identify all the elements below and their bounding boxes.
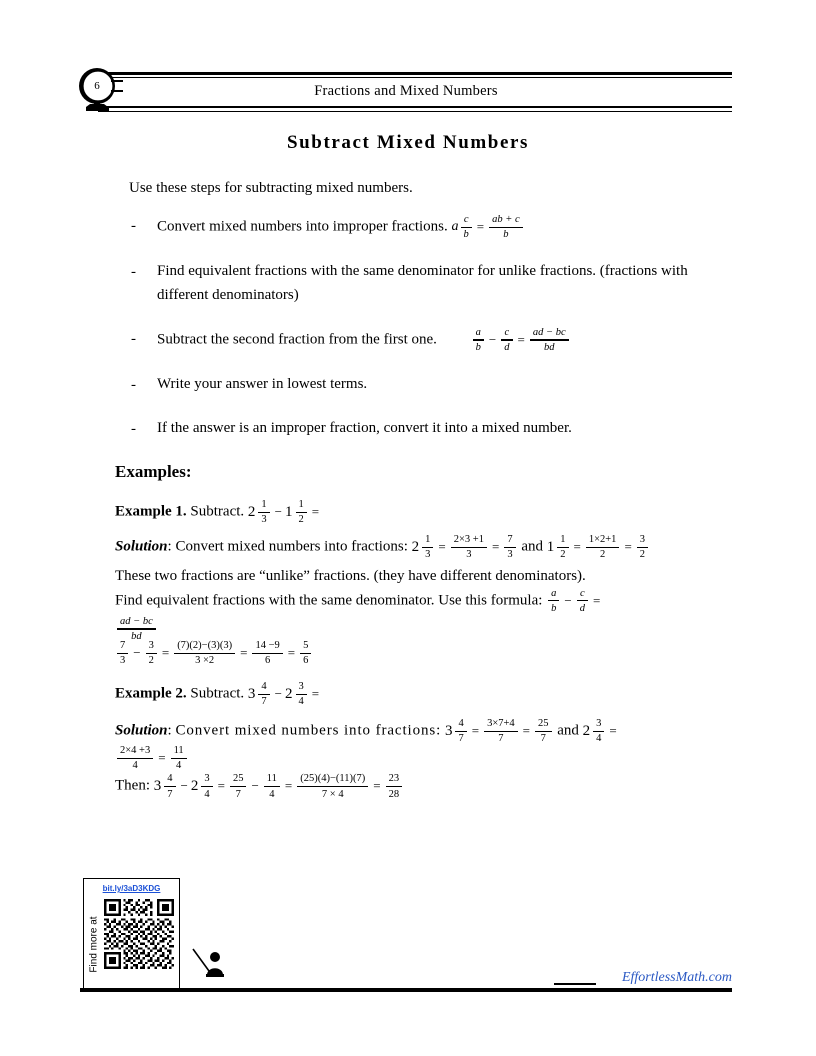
formula-improper-fraction: a $\frac{c}{b}$ = $\frac{ab + c}{b}$ xyxy=(452,214,525,240)
example-1-solution: Solution: Convert mixed numbers into fractions: 2 $\frac{1}{3}$ = $\frac{2\times 3 +1}{3}$ = $\frac{7}{3}$ and 1 $\frac{1}{2}$ = $\frac{1\times 2+1}{2}$ = $\frac{3}{2}$ xyxy=(115,534,725,560)
list-item-text: If the answer is an improper fraction, convert it into a mixed number. xyxy=(157,420,572,437)
example-1-label: Example 1. xyxy=(115,503,187,520)
list-item xyxy=(131,214,721,240)
footer-brand[interactable]: EffortlessMath.com xyxy=(621,970,732,985)
example-1-conversion-2: 1 $\frac{1}{2}$ = $\frac{1\times 2+1}{2}$ = $\frac{3}{2}$ xyxy=(547,534,650,560)
solution-label: Solution xyxy=(115,538,168,555)
example-2-calculation xyxy=(115,745,725,800)
solution-text: Convert mixed numbers into fractions: xyxy=(175,722,442,739)
bullet-dash: - xyxy=(131,330,136,347)
bullet-dash: - xyxy=(131,421,136,438)
bullet-dash: - xyxy=(131,264,136,281)
solution-label: Solution xyxy=(115,722,168,739)
header-rule-bottom xyxy=(98,106,732,112)
teacher-icon xyxy=(192,945,232,985)
example-1-formula: $\frac{a}{b}$ − $\frac{c}{d}$ = xyxy=(546,588,603,614)
examples-heading: Examples: xyxy=(115,462,192,481)
footer-rule xyxy=(80,988,732,992)
example-2-statement xyxy=(115,681,725,707)
example-1-line-3: Find equivalent fractions with the same denominator. Use this formula: $\frac{a}{b}$ − $\frac{c}{d}$ = xyxy=(115,588,725,614)
formula-subtract-fractions: $\frac{a}{b}$ − $\frac{c}{d}$ = $\frac{ad - bc}{bd}$ xyxy=(471,327,571,353)
qr-vertical-label: Find more at xyxy=(88,915,100,973)
qr-code-icon xyxy=(104,899,174,969)
qr-link[interactable]: bit.ly/3aD3KDG xyxy=(102,884,161,893)
list-item xyxy=(131,260,721,307)
qr-code-box[interactable] xyxy=(83,878,180,991)
list-item xyxy=(131,373,721,397)
example-1-conversion-1: 2 $\frac{1}{3}$ = $\frac{2\times 3 +1}{3}$ = $\frac{7}{3}$ xyxy=(412,534,518,560)
example-2-conversion-1: 3 $\frac{4}{7}$ = $\frac{3\times 7+4}{7}$ = $\frac{25}{7}$ xyxy=(445,718,554,744)
list-item-text: Convert mixed numbers into improper fractions. a $\frac{c}{b}$ = $\frac{ab + c}{b}$ xyxy=(157,214,721,240)
list-item xyxy=(131,327,721,353)
example-2-solution: Solution: Convert mixed numbers into fractions: 3 $\frac{4}{7}$ = $\frac{3\times 7+4}{7}$ = $\frac{25}{7}$ and 2 $\frac{3}{4}$ = xyxy=(115,718,725,744)
list-item-text: Subtract the second fraction from the first one. $\frac{a}{b}$ − $\frac{c}{d}$ = $\frac{ad - bc}{bd}$ xyxy=(157,327,721,353)
globe-icon xyxy=(77,66,123,114)
example-1-expression: 2 $\frac{1}{3}$ − 1 $\frac{1}{2}$ = xyxy=(247,499,320,526)
steps-list xyxy=(131,214,721,462)
example-1-line-2: These two fractions are “unlike” fractions. (they have different denominators). xyxy=(115,568,586,584)
example-1-calculation: $\frac{7}{3}$ − $\frac{3}{2}$ = $\frac{(7)(2)-(3)(3)}{3 \times 2}$ = $\frac{14 -9}{6}$ = $\frac{5}{6}$ xyxy=(115,640,725,666)
page-title: Subtract Mixed Numbers xyxy=(286,132,530,153)
example-2-label: Example 2. xyxy=(115,685,187,702)
bullet-dash: - xyxy=(131,377,136,394)
example-1-explanation xyxy=(115,565,725,642)
example-2-expression: 3 $\frac{4}{7}$ − 2 $\frac{3}{4}$ = xyxy=(247,681,320,708)
example-2-final-line: Then: 3 $\frac{4}{7}$ − 2 $\frac{3}{4}$ = $\frac{25}{7}$ − $\frac{11}{4}$ = $\frac{(25)(4)-(11)(7)}{7 \times 4}$ = $\frac{23}{28}$ xyxy=(115,773,725,799)
page-header xyxy=(80,72,732,112)
list-item-text: Write your answer in lowest terms. xyxy=(157,376,368,393)
footer-dash xyxy=(554,983,596,985)
example-2-conversion-2-tail: $\frac{2\times 4 +3}{4}$ = $\frac{11}{4}$ xyxy=(115,745,725,771)
example-1-formula-wrap: $\frac{ad - bc}{bd}$ xyxy=(115,616,725,642)
example-1-statement xyxy=(115,499,725,525)
then-label: Then: xyxy=(115,777,150,794)
list-item xyxy=(131,417,721,441)
example-2-prompt: Subtract. xyxy=(190,685,245,702)
list-item-text: Find equivalent fractions with the same denominator for unlike fractions. (fractions with different denominators) xyxy=(157,263,688,303)
page-number: 6 xyxy=(94,80,100,92)
example-2-conversion-2-head: 2 $\frac{3}{4}$ = xyxy=(582,718,617,745)
solution-text: Convert mixed numbers into fractions: xyxy=(175,538,408,555)
bullet-dash: - xyxy=(131,218,136,234)
chapter-title: Fractions and Mixed Numbers xyxy=(314,83,498,99)
header-rule-top xyxy=(98,72,732,78)
example-1-prompt: Subtract. xyxy=(190,503,245,520)
intro-text: Use these steps for subtracting mixed numbers. xyxy=(129,180,413,196)
